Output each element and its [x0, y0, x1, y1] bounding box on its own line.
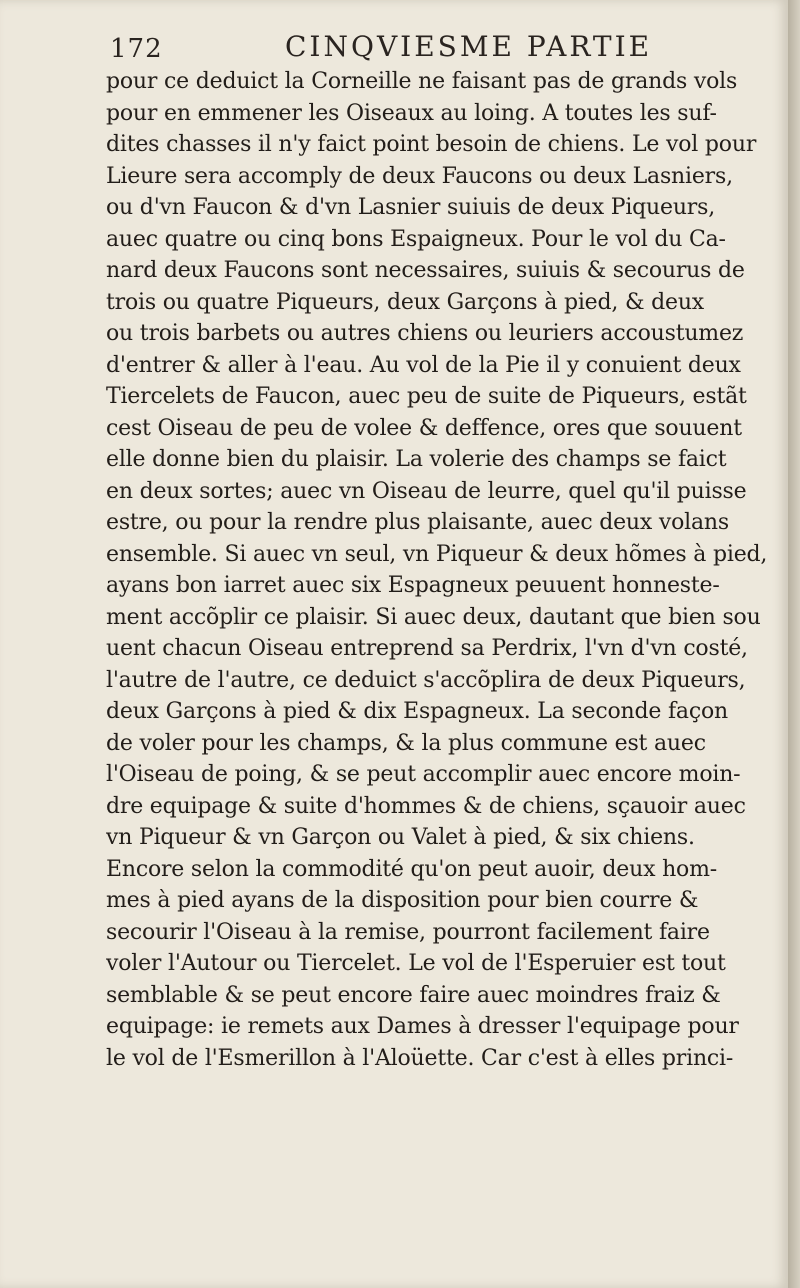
text-line: estre, ou pour la rendre plus plaisante, auec deux volans	[106, 510, 729, 535]
text-line: d'entrer & aller à l'eau. Au vol de la Pie il y conuient deux	[106, 352, 741, 378]
page-number: 172	[110, 34, 163, 64]
text-line: le vol de l'Esmerillon à l'Aloüette. Car c'est à elles princi-	[106, 1045, 734, 1071]
text-line: elle donne bien du plaisir. La volerie des champs se faict	[106, 447, 727, 472]
text-line: Lieure sera accomply de deux Faucons ou deux Lasniers,	[106, 163, 733, 189]
text-line: ment accõplir ce plaisir. Si auec deux, dautant que bien sou	[106, 604, 761, 630]
text-line: dites chasses il n'y faict point besoin de chiens. Le vol pour	[106, 132, 757, 157]
text-line: trois ou quatre Piqueurs, deux Garçons à pied, & deux	[106, 289, 705, 315]
text-line: ensemble. Si auec vn seul, vn Piqueur & deux hõmes à pied,	[106, 541, 768, 567]
text-line: nard deux Faucons sont necessaires, suiuis & secourus de	[106, 258, 745, 283]
running-title: CINQVIESME PARTIE	[285, 30, 653, 63]
page-edge	[788, 0, 800, 1288]
text-line: Tiercelets de Faucon, auec peu de suite de Piqueurs, estãt	[106, 384, 747, 409]
text-line: ou trois barbets ou autres chiens ou leuriers accoustumez	[106, 321, 744, 346]
text-line: voler l'Autour ou Tiercelet. Le vol de l'Esperuier est tout	[106, 951, 726, 976]
text-line: pour ce deduict la Corneille ne faisant pas de grands vols	[106, 69, 738, 94]
text-line: l'autre de l'autre, ce deduict s'accõplira de deux Piqueurs,	[106, 667, 746, 693]
text-line: mes à pied ayans de la disposition pour bien courre &	[106, 888, 699, 913]
text-line: equipage: ie remets aux Dames à dresser l'equipage pour	[106, 1014, 739, 1039]
body-text	[106, 66, 782, 1074]
text-line: deux Garçons à pied & dix Espagneux. La seconde façon	[106, 699, 728, 724]
text-line: vn Piqueur & vn Garçon ou Valet à pied, & six chiens.	[106, 825, 695, 850]
text-line: cest Oiseau de peu de volee & deffence, ores que souuent	[106, 415, 742, 441]
text-line: de voler pour les champs, & la plus commune est auec	[106, 730, 706, 756]
text-line: ou d'vn Faucon & d'vn Lasnier suiuis de deux Piqueurs,	[106, 195, 715, 220]
text-line: secourir l'Oiseau à la remise, pourront facilement faire	[106, 919, 710, 945]
text-line: uent chacun Oiseau entreprend sa Perdrix, l'vn d'vn costé,	[106, 636, 748, 661]
text-line: ayans bon iarret auec six Espagneux peuuent honneste-	[106, 573, 720, 598]
text-line: l'Oiseau de poing, & se peut accomplir auec encore moin-	[106, 762, 741, 787]
text-line: en deux sortes; auec vn Oiseau de leurre, quel qu'il puisse	[106, 478, 747, 504]
text-line: dre equipage & suite d'hommes & de chiens, sçauoir auec	[106, 793, 746, 819]
text-line: auec quatre ou cinq bons Espaigneux. Pour le vol du Ca-	[106, 226, 726, 252]
text-line: pour en emmener les Oiseaux au loing. A toutes les suf-	[106, 100, 717, 126]
text-line: semblable & se peut encore faire auec moindres fraiz &	[106, 982, 721, 1008]
page-header	[110, 30, 670, 70]
text-line: Encore selon la commodité qu'on peut auoir, deux hom-	[106, 856, 717, 882]
